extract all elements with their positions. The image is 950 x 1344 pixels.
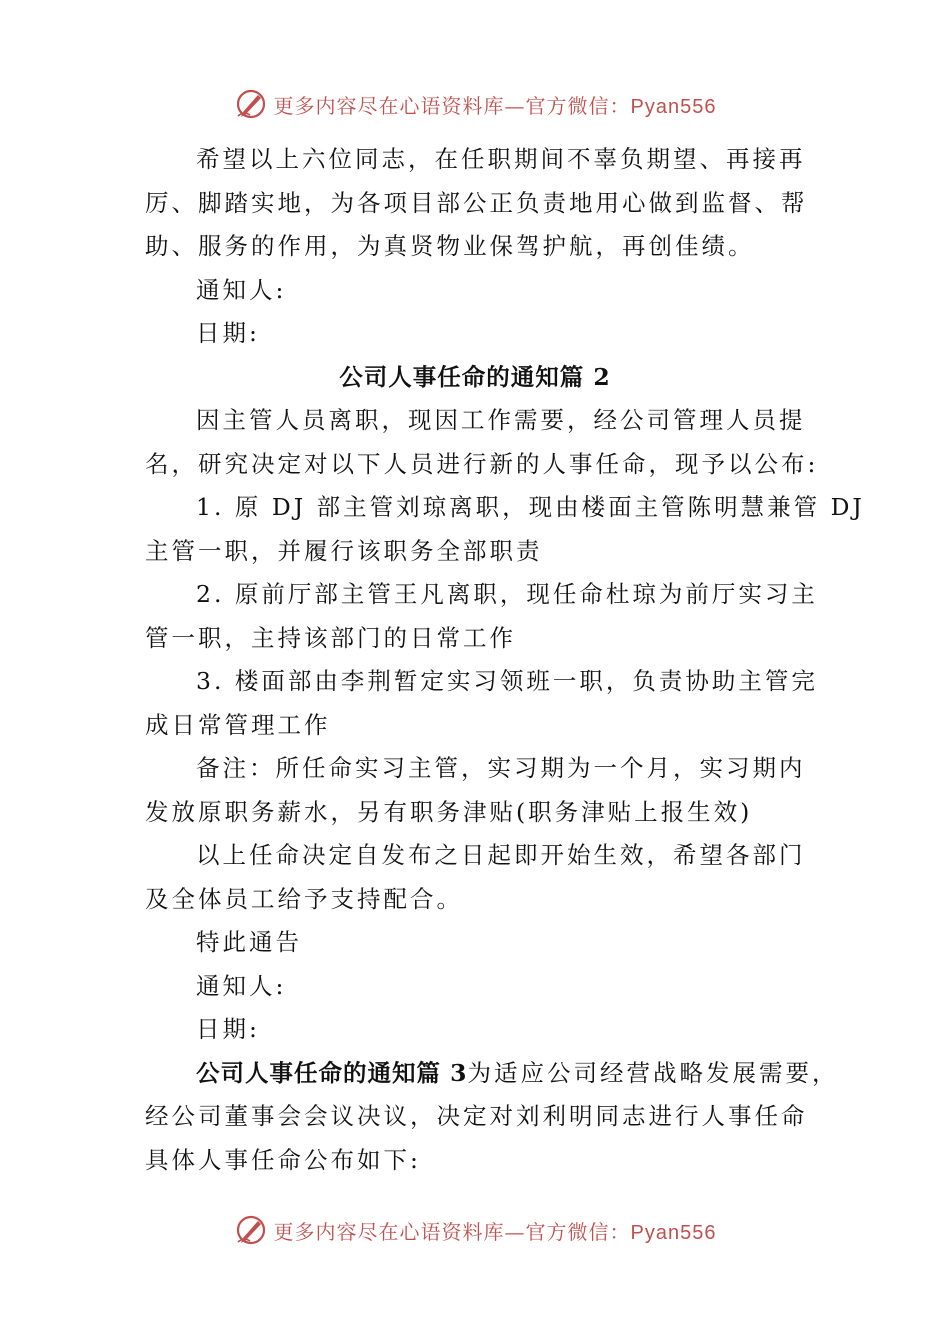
watermark-wechat-id: Pyan556: [630, 95, 717, 118]
paragraph-line: 经公司董事会会议决议，决定对刘利明同志进行人事任命: [145, 1102, 808, 1130]
note-line: 备注：所任命实习主管，实习期为一个月，实习期内: [196, 754, 806, 782]
list-item: 3. 楼面部由李荆暂定实习领班一职，负责协助主管完: [196, 667, 818, 695]
paragraph-line: 具体人事任命公布如下:: [145, 1145, 421, 1174]
date-label: 日期:: [196, 319, 260, 347]
section-heading-2: 公司人事任命的通知篇 2: [339, 362, 611, 391]
paragraph-line: [145, 1052, 839, 1096]
note-line: 发放原职务薪水，另有职务津贴(职务津贴上报生效): [145, 797, 753, 826]
watermark-text: [274, 1216, 717, 1245]
paragraph-line: 名，研究决定对以下人员进行新的人事任命，现予以公布:: [145, 449, 819, 478]
pen-circle-logo-icon: [234, 87, 268, 121]
watermark-wechat-id: Pyan556: [630, 1221, 717, 1244]
document-body: [145, 138, 865, 1182]
paragraph-line: 助、服务的作用，为真贤物业保驾护航，再创佳绩。: [145, 232, 755, 260]
date-label: 日期:: [196, 1015, 260, 1043]
section-heading-3: 公司人事任命的通知篇 3: [196, 1058, 468, 1087]
pen-circle-logo-icon: [234, 1213, 268, 1247]
paragraph-line: 以上任命决定自发布之日起即开始生效，希望各部门: [196, 841, 806, 869]
watermark-banner-top: [0, 84, 950, 124]
list-item-continuation: 管一职，主持该部门的日常工作: [145, 623, 516, 652]
paragraph-text: 为适应公司经营战略发展需要，: [467, 1058, 839, 1087]
watermark-banner-bottom: [0, 1210, 950, 1250]
paragraph-line: 希望以上六位同志，在任职期间不辜负期望、再接再: [196, 145, 806, 173]
list-item: 2. 原前厅部主管王凡离职，现任命杜琼为前厅实习主: [196, 580, 818, 608]
watermark-label: 更多内容尽在心语资料库—官方微信：: [273, 93, 631, 118]
notifier-label: 通知人:: [196, 275, 287, 304]
paragraph-line: 厉、脚踏实地，为各项目部公正负责地用心做到监督、帮: [145, 188, 808, 217]
paragraph-line: 及全体员工给予支持配合。: [145, 884, 463, 913]
paragraph-line: 因主管人员离职，现因工作需要，经公司管理人员提: [196, 406, 806, 434]
notifier-label: 通知人:: [196, 971, 287, 1000]
list-item-continuation: 主管一职，并履行该职务全部职责: [145, 536, 543, 565]
watermark-label: 更多内容尽在心语资料库—官方微信：: [273, 1219, 631, 1244]
special-notice: 特此通告: [196, 928, 302, 956]
list-item-continuation: 成日常管理工作: [145, 710, 331, 739]
list-item: 1. 原 DJ 部主管刘琼离职，现由楼面主管陈明慧兼管 DJ: [196, 493, 865, 521]
watermark-text: [274, 90, 717, 119]
